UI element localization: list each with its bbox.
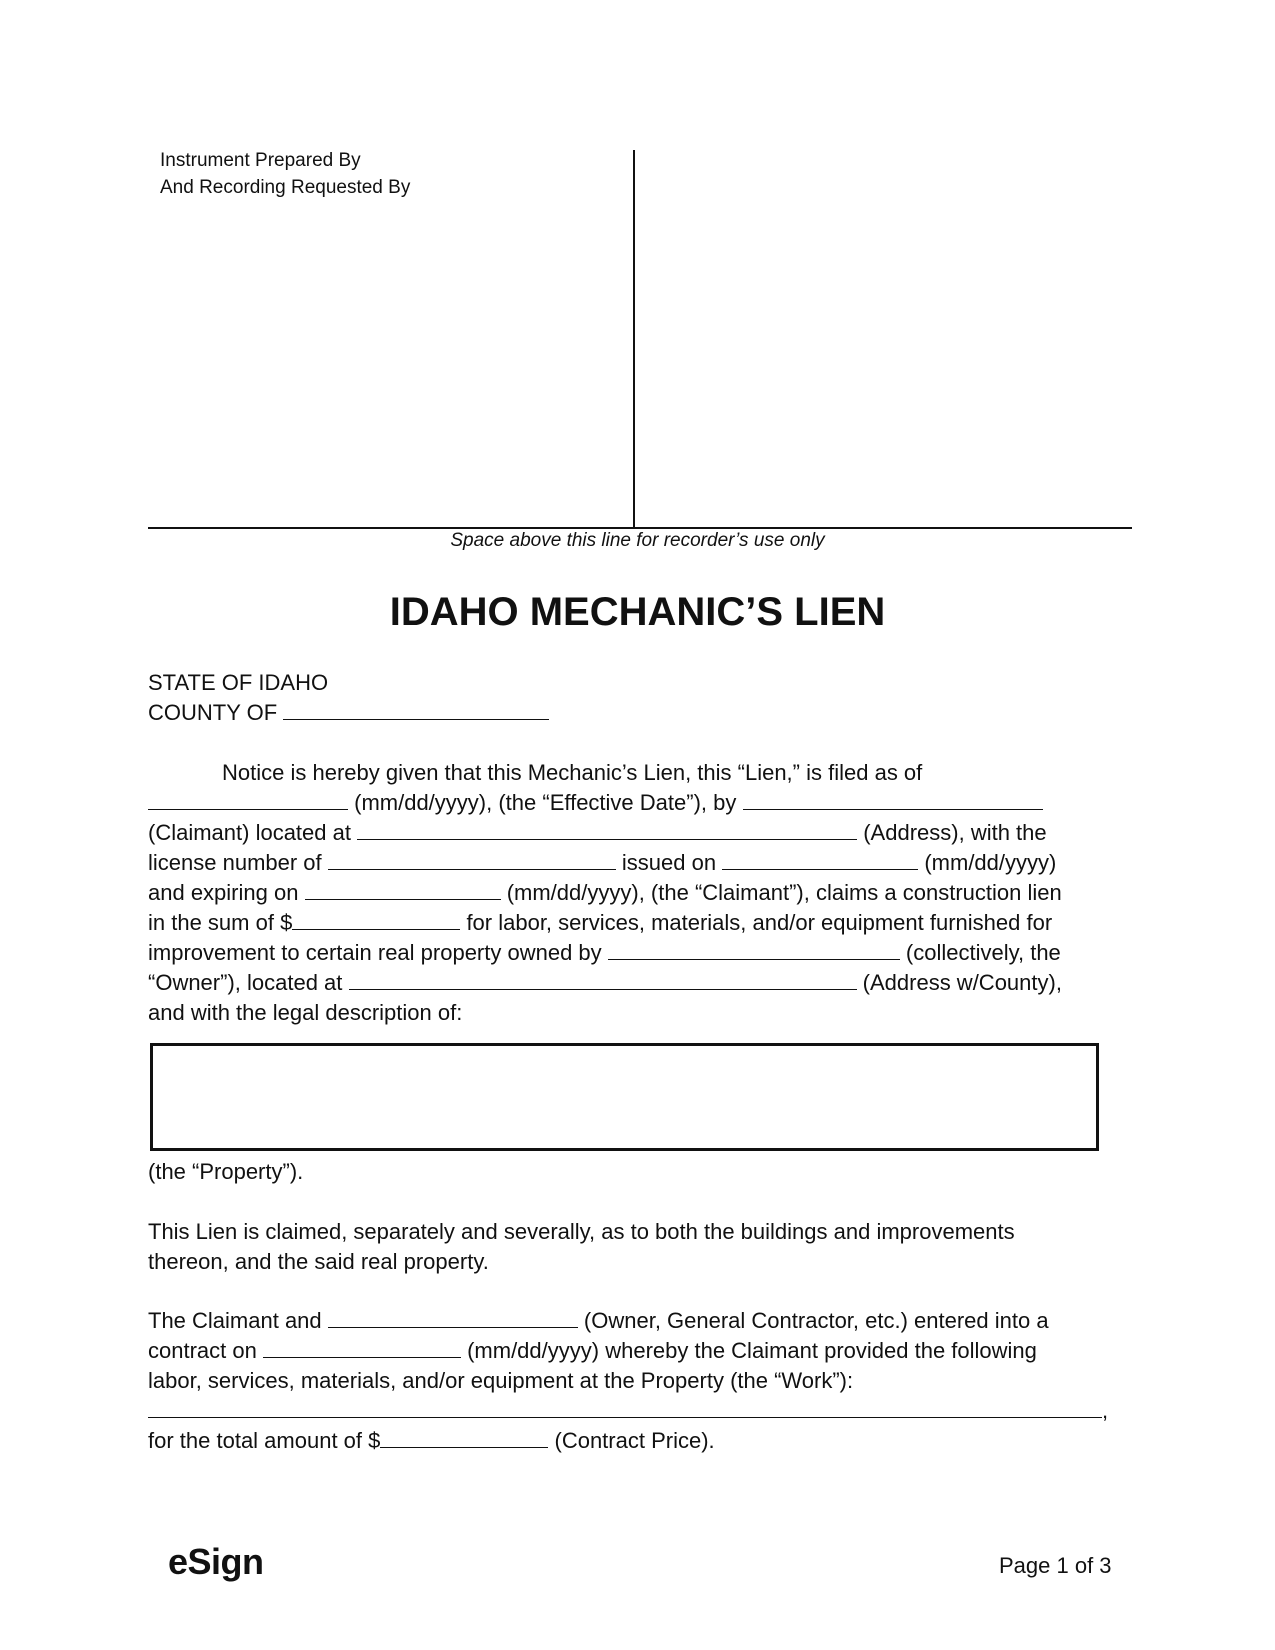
recorder-divider-vertical xyxy=(633,150,635,528)
license-issued-date-field[interactable] xyxy=(722,848,918,870)
contract-line-1 xyxy=(148,1306,1049,1336)
county-line xyxy=(148,698,549,728)
esign-logo: eSign xyxy=(168,1541,264,1582)
notice-line-6-text-b: for labor, services, materials, and/or equipment furnished for xyxy=(466,910,1053,935)
notice-line-3-text-a: (Claimant) located at xyxy=(148,820,351,845)
notice-line-7 xyxy=(148,938,1061,968)
claimant-address-field[interactable] xyxy=(357,818,857,840)
recorder-note: Space above this line for recorder’s use only xyxy=(450,530,825,551)
contract-date-field[interactable] xyxy=(263,1336,461,1358)
notice-line-4 xyxy=(148,848,1056,878)
notice-line-6 xyxy=(148,908,1052,938)
contract-line-3: labor, services, materials, and/or equipment at the Property (the “Work”): xyxy=(148,1368,854,1393)
contract-line-5-text-a: for the total amount of $ xyxy=(148,1428,381,1453)
contract-line-2-text-a: contract on xyxy=(148,1338,257,1363)
recorder-divider-horizontal xyxy=(148,527,1132,529)
notice-line-8-text-a: “Owner”), located at xyxy=(148,970,343,995)
legal-description-box[interactable] xyxy=(150,1043,1099,1151)
notice-line-3 xyxy=(148,818,1047,848)
notice-line-2 xyxy=(148,788,1043,818)
page-title: IDAHO MECHANIC’S LIEN xyxy=(389,590,886,634)
contract-line-1-text-b: (Owner, General Contractor, etc.) entered into a xyxy=(583,1308,1049,1333)
work-description-field[interactable] xyxy=(148,1396,1102,1418)
notice-line-1: Notice is hereby given that this Mechanic’s Lien, this “Lien,” is filed as of xyxy=(222,760,923,785)
state-line: STATE OF IDAHO xyxy=(148,670,329,695)
notice-line-4-text-a: license number of xyxy=(148,850,322,875)
contract-line-1-text-a: The Claimant and xyxy=(148,1308,322,1333)
contract-line-2 xyxy=(148,1336,1037,1366)
notice-line-4-text-b: issued on xyxy=(621,850,717,875)
contract-line-5-text-b: (Contract Price). xyxy=(554,1428,715,1453)
lien-amount-field[interactable] xyxy=(292,908,460,930)
prepared-by-label: Instrument Prepared By xyxy=(160,150,361,171)
notice-line-5-text-b: (mm/dd/yyyy), (the “Claimant”), claims a construction lien xyxy=(506,880,1062,905)
page-number: Page 1 of 3 xyxy=(999,1553,1112,1578)
contract-price-field[interactable] xyxy=(380,1426,548,1448)
notice-line-4-text-c: (mm/dd/yyyy) xyxy=(924,850,1057,875)
contract-line-2-text-b: (mm/dd/yyyy) whereby the Claimant provided the following xyxy=(467,1338,1037,1363)
license-expiry-date-field[interactable] xyxy=(305,878,501,900)
notice-line-9: and with the legal description of: xyxy=(148,1000,463,1025)
notice-line-8 xyxy=(148,968,1062,998)
notice-line-6-text-a: in the sum of $ xyxy=(148,910,293,935)
county-field[interactable] xyxy=(283,698,549,720)
license-number-field[interactable] xyxy=(328,848,616,870)
notice-line-3-text-b: (Address), with the xyxy=(863,820,1047,845)
notice-line-8-text-b: (Address w/County), xyxy=(862,970,1062,995)
lien-claim-line-2: thereon, and the said real property. xyxy=(148,1249,489,1274)
notice-line-2-text: (mm/dd/yyyy), (the “Effective Date”), by xyxy=(354,790,737,815)
notice-line-5 xyxy=(148,878,1062,908)
notice-line-5-text-a: and expiring on xyxy=(148,880,299,905)
claimant-name-field[interactable] xyxy=(743,788,1043,810)
effective-date-field[interactable] xyxy=(148,788,348,810)
property-label: (the “Property”). xyxy=(148,1159,304,1184)
county-label: COUNTY OF xyxy=(148,700,278,725)
contract-line-4 xyxy=(148,1396,1108,1426)
owner-name-field[interactable] xyxy=(608,938,900,960)
work-line-comma: , xyxy=(1102,1398,1109,1423)
lien-claim-line-1: This Lien is claimed, separately and severally, as to both the buildings and improvements xyxy=(148,1219,1015,1244)
notice-line-7-text-b: (collectively, the xyxy=(905,940,1061,965)
contracting-party-field[interactable] xyxy=(328,1306,578,1328)
recording-requested-label: And Recording Requested By xyxy=(160,177,411,198)
notice-line-7-text-a: improvement to certain real property owned by xyxy=(148,940,602,965)
property-address-field[interactable] xyxy=(349,968,857,990)
contract-line-5 xyxy=(148,1426,715,1456)
